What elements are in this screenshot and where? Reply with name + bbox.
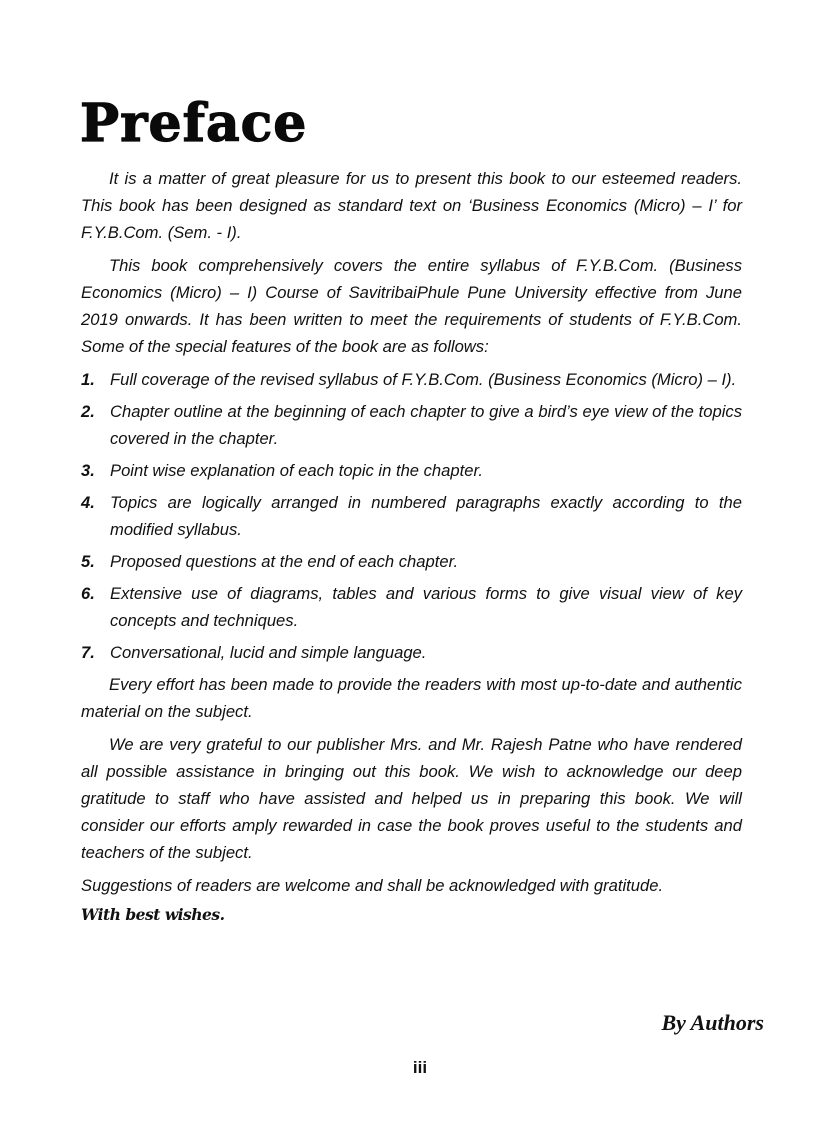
list-text: Chapter outline at the beginning of each chapter to give a bird’s eye view of the topics covered in the chapter. bbox=[110, 402, 742, 448]
syllabus-paragraph: This book comprehensively covers the entire syllabus of F.Y.B.Com. (Business Economics (Micro) – I) Course of SavitribaiPhule Pune University effective from June 2019 onwards. It has been written to meet the requirements of students of F.Y.B.Com. Some of the special features of the book are as follows: bbox=[81, 256, 742, 356]
list-number: 7. bbox=[81, 643, 95, 662]
preface-body bbox=[81, 165, 742, 928]
best-wishes: With best wishes. bbox=[81, 905, 225, 924]
list-number: 1. bbox=[81, 370, 95, 389]
list-item bbox=[81, 398, 742, 452]
list-item bbox=[81, 580, 742, 634]
list-text: Extensive use of diagrams, tables and various forms to give visual view of key concepts and techniques. bbox=[110, 584, 742, 630]
list-text: Conversational, lucid and simple language. bbox=[110, 643, 427, 662]
list-number: 4. bbox=[81, 493, 95, 512]
list-number: 5. bbox=[81, 552, 95, 571]
list-text: Point wise explanation of each topic in the chapter. bbox=[110, 461, 483, 480]
list-number: 2. bbox=[81, 402, 95, 421]
page-number: iii bbox=[412, 1058, 428, 1077]
effort-paragraph: Every effort has been made to provide the readers with most up-to-date and authentic material on the subject. bbox=[81, 675, 742, 721]
page-title: Preface bbox=[80, 93, 308, 154]
list-item bbox=[81, 489, 742, 543]
list-text: Topics are logically arranged in numbered paragraphs exactly according to the modified syllabus. bbox=[110, 493, 742, 539]
list-item bbox=[81, 639, 742, 666]
features-list bbox=[81, 366, 742, 666]
intro-paragraph: It is a matter of great pleasure for us to present this book to our esteemed readers. This book has been designed as standard text on ‘Business Economics (Micro) – I’ for F.Y.B.Com. (Sem. - I). bbox=[81, 169, 742, 242]
suggestions-line: Suggestions of readers are welcome and shall be acknowledged with gratitude. bbox=[81, 876, 664, 895]
signature: By Authors bbox=[661, 1010, 764, 1035]
list-item bbox=[81, 548, 742, 575]
list-number: 3. bbox=[81, 461, 95, 480]
list-number: 6. bbox=[81, 584, 95, 603]
list-item bbox=[81, 366, 742, 393]
list-item bbox=[81, 457, 742, 484]
list-text: Proposed questions at the end of each chapter. bbox=[110, 552, 459, 571]
gratitude-paragraph: We are very grateful to our publisher Mrs. and Mr. Rajesh Patne who have rendered all possible assistance in bringing out this book. We wish to acknowledge our deep gratitude to staff who have assisted and helped us in preparing this book. We will consider our efforts amply rewarded in case the book proves useful to the students and teachers of the subject. bbox=[81, 735, 742, 862]
list-text: Full coverage of the revised syllabus of F.Y.B.Com. (Business Economics (Micro) – I). bbox=[110, 370, 737, 389]
